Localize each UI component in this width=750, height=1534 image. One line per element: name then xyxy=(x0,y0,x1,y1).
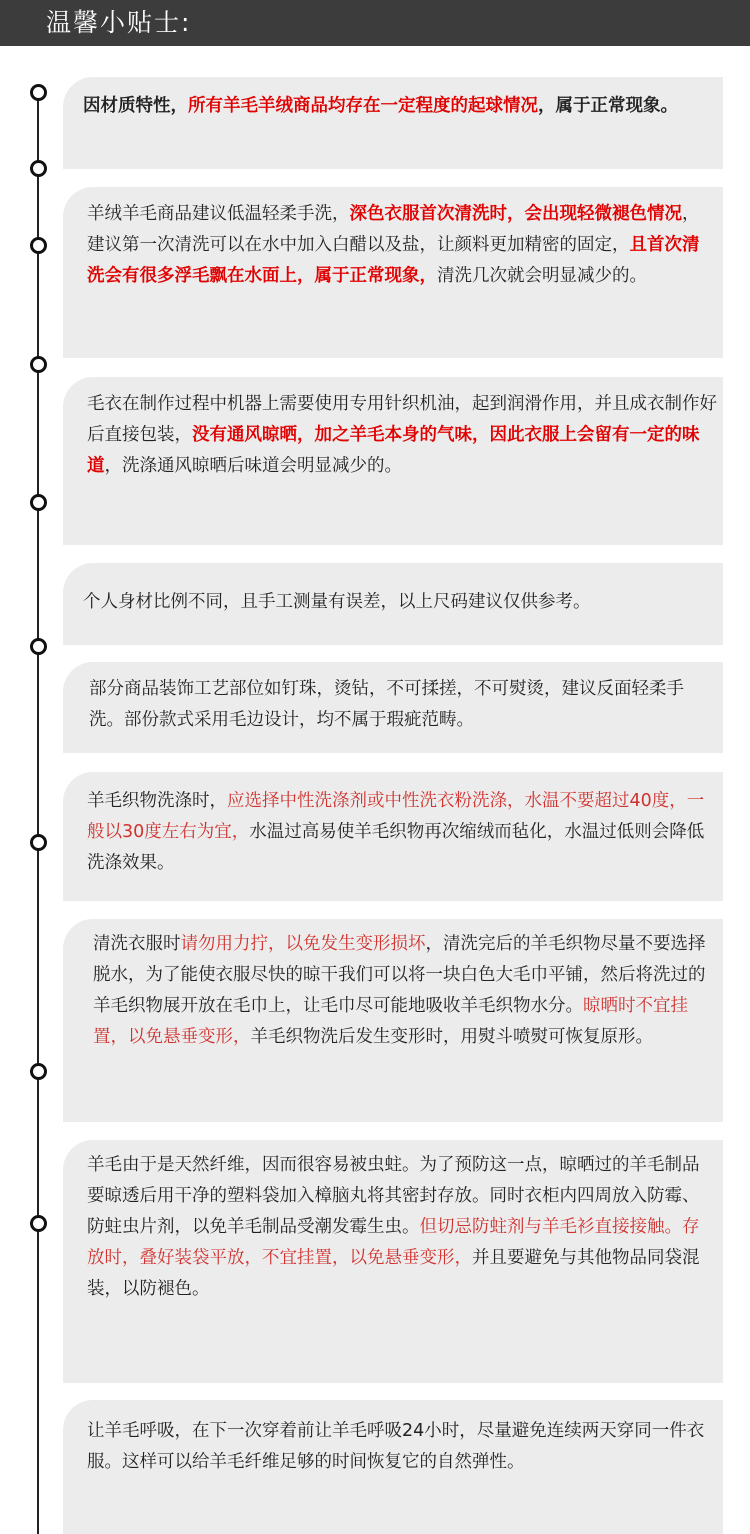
tip-card-odor xyxy=(63,377,723,545)
tip-segment: 清洗几次就会明显减少的。 xyxy=(437,266,647,286)
timeline-dot-icon xyxy=(30,1215,47,1232)
timeline-dot-icon xyxy=(30,160,47,177)
tip-text xyxy=(87,389,719,482)
highlight-text: 且首次清洗会有很多浮毛飘在水面上，属于正常现象， xyxy=(87,235,700,286)
timeline-dot-icon xyxy=(30,834,47,851)
tip-segment: 羊毛织物洗后发生变形时，用熨斗喷熨可恢复原形。 xyxy=(250,1027,653,1047)
tip-segment: 水温过高易使羊毛织物再次缩绒而毡化，水温过低则会降低洗涤效果。 xyxy=(87,822,705,873)
tip-text xyxy=(93,929,719,1053)
highlight-text: 应选择中性洗涤剂或中性洗衣粉洗涤，水温不要超过40度，一般以30度左右为宜， xyxy=(87,791,705,842)
tip-text xyxy=(89,674,715,736)
tip-segment: 羊毛由于是天然纤维，因而很容易被虫蛀。为了预防这一点，晾晒过的羊毛制品要晾透后用干净的塑料袋加入樟脑丸将其密封存放。同时衣柜内四周放入防霉、防蛀虫片剂，以免羊毛制品受潮发霉生虫。 xyxy=(87,1155,700,1237)
tip-card-breathing xyxy=(63,1400,723,1534)
timeline-dot-icon xyxy=(30,84,47,101)
tip-text xyxy=(83,587,717,618)
tip-segment: 让羊毛呼吸，在下一次穿着前让羊毛呼吸24小时，尽量避免连续两天穿同一件衣服。这样可以给羊毛纤维足够的时间恢复它的自然弹性。 xyxy=(87,1421,705,1472)
tip-text xyxy=(87,1150,713,1305)
timeline-dot-icon xyxy=(30,638,47,655)
tip-segment: 清洗衣服时 xyxy=(93,934,181,954)
timeline-dot-icon xyxy=(30,356,47,373)
tip-segment: ，属于正常现象。 xyxy=(538,96,678,116)
page-title: 温馨小贴士: xyxy=(46,8,192,37)
tip-segment: 羊绒羊毛商品建议低温轻柔手洗， xyxy=(87,204,350,224)
highlight-text: 请勿用力拧，以免发生变形损坏 xyxy=(180,934,426,954)
tip-segment: 毛衣在制作过程中机器上需要使用专用针织机油，起到润滑作用，并且成衣制作好后直接包装， xyxy=(87,394,717,445)
tip-segment: 羊毛织物洗涤时， xyxy=(87,791,227,811)
tip-card-pilling xyxy=(63,77,723,169)
tip-card-drying xyxy=(63,919,723,1122)
highlight-text: 深色衣服首次清洗时，会出现轻微褪色情况 xyxy=(349,204,682,224)
timeline-dot-icon xyxy=(30,1063,47,1080)
tip-card-decoration xyxy=(63,662,723,753)
timeline-line xyxy=(37,90,39,1534)
tip-segment: ，洗涤通风晾晒后味道会明显减少的。 xyxy=(104,456,402,476)
tip-segment: 个人身材比例不同，且手工测量有误差，以上尺码建议仅供参考。 xyxy=(83,592,591,612)
header-bar xyxy=(0,0,750,46)
highlight-text: 所有羊毛羊绒商品均存在一定程度的起球情况 xyxy=(188,96,538,116)
tip-text xyxy=(87,1416,713,1478)
tip-card-storage xyxy=(63,1140,723,1383)
tip-segment: ，清洗完后的羊毛织物尽量不要选择脱水，为了能使衣服尽快的晾干我们可以将一块白色大毛巾平铺，然后将洗过的羊毛织物展开放在毛巾上，让毛巾尽可能地吸收羊毛织物水分。 xyxy=(93,934,706,1016)
highlight-text: 晾晒时不宜挂置，以免悬垂变形， xyxy=(93,996,688,1047)
tip-card-first-wash xyxy=(63,187,723,358)
tip-segment: 因材质特性， xyxy=(83,96,188,116)
tip-segment: 并且要避免与其他物品同袋混装，以防褪色。 xyxy=(87,1248,700,1299)
tip-segment: ，建议第一次清洗可以在水中加入白醋以及盐，让颜料更加精密的固定， xyxy=(87,204,700,255)
tip-text xyxy=(87,199,713,292)
highlight-text: 但切忌防蛀剂与羊毛衫直接接触。存放时，叠好装袋平放，不宜挂置，以免悬垂变形， xyxy=(87,1217,700,1268)
tip-card-size xyxy=(63,563,723,645)
highlight-text: 没有通风晾晒，加之羊毛本身的气味，因此衣服上会留有一定的味道 xyxy=(87,425,700,476)
tip-text xyxy=(87,786,713,879)
timeline-dot-icon xyxy=(30,494,47,511)
tip-text xyxy=(83,91,713,122)
tip-card-water-temp xyxy=(63,772,723,901)
timeline-dot-icon xyxy=(30,237,47,254)
tip-segment: 部分商品装饰工艺部位如钉珠，烫钻，不可揉搓，不可熨烫，建议反面轻柔手洗。部份款式采用毛边设计，均不属于瑕疵范畴。 xyxy=(89,679,684,730)
